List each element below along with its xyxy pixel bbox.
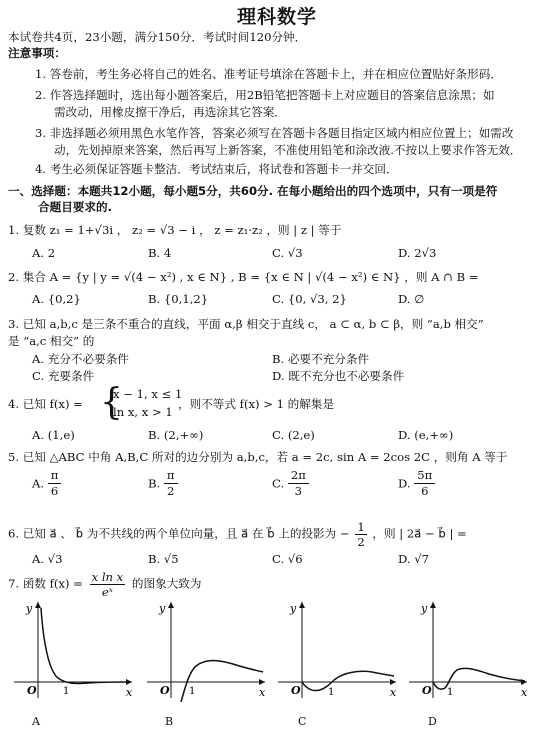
graph-d	[403, 598, 533, 702]
q5-frac-num: π	[48, 468, 62, 484]
section-heading: 一、选择题：本题共12小题，每小题5分，共60分. 在每小题给出的四个选项中，只有一项是符	[8, 184, 498, 198]
graph-b-tick: 1	[189, 686, 196, 697]
q3-option-c: C. 充要条件	[32, 369, 95, 383]
q1-option-a: A. 2	[32, 246, 56, 260]
q7-frac-num: x ln x	[91, 570, 124, 584]
q5-frac-den: 6	[50, 484, 59, 498]
q2-option-d: D. ∅	[398, 292, 425, 306]
q4-option-c: C. (2,e)	[272, 428, 315, 442]
q5-option-b	[148, 468, 178, 499]
graph-b-x-label: x	[259, 686, 266, 699]
q6-option-d: D. √7	[398, 552, 430, 566]
question-2-stem: 2. 集合 A = {y | y = √(4 − x²) , x ∈ N} , B = {x ∈ N | √(4 − x²) ∈ N} ，则 A ∩ B =	[8, 270, 479, 284]
q4-case-2: ln x, x > 1	[113, 405, 173, 419]
q5-option-fraction	[414, 468, 435, 499]
graph-c	[272, 598, 402, 702]
graph-d-origin: O	[422, 684, 432, 697]
graph-a-y-label: y	[26, 602, 33, 615]
q7-fraction	[90, 570, 126, 599]
notice-3-cont: 动，先划掉原来答案，然后再写上新答案，不准使用铅笔和涂改液.不按以上要求作答无效．	[54, 143, 522, 157]
graph-a-origin: O	[27, 684, 37, 697]
graph-c-tick: 1	[328, 687, 335, 698]
q5-option-fraction	[48, 468, 62, 499]
graph-a-tick: 1	[63, 686, 70, 697]
q1-option-b: B. 4	[148, 246, 172, 260]
q2-option-b: B. {0,1,2}	[148, 292, 209, 306]
page-title: 理科数学	[236, 6, 317, 28]
q6-stem-a: 6. 已知 a⃗ 、 b⃗ 为不共线的两个单位向量，且 a⃗ 在 b⃗ 上的投影为 −	[8, 526, 350, 541]
q7-prefix: 7. 函数 f(x) =	[8, 576, 83, 591]
graph-c-y-arrow	[299, 602, 305, 608]
q6-option-c: C. √6	[272, 552, 303, 566]
q3-option-b: B. 必要不充分条件	[272, 352, 370, 366]
graph-b-option-label: B	[165, 715, 174, 728]
question-7-stem	[8, 570, 201, 599]
q5-option-label: B.	[148, 476, 164, 491]
q2-option-c: C. {0, √3, 2}	[272, 292, 347, 306]
q5-option-label: A.	[32, 476, 48, 491]
graph-a-x-label: x	[126, 686, 133, 699]
question-3-stem: 3. 已知 a,b,c 是三条不重合的直线，平面 α,β 相交于直线 c， a ⊂ α, b ⊂ β，则 “a,b 相交”	[8, 317, 484, 331]
q5-frac-num: 2π	[288, 468, 309, 484]
q6-frac-num: 1	[357, 520, 365, 534]
q2-option-a: A. {0,2}	[32, 292, 81, 306]
q1-option-d: D. 2√3	[398, 246, 437, 260]
graph-d-y-label: y	[421, 602, 428, 615]
q5-option-a	[32, 468, 61, 499]
notice-2: 2. 作答选择题时，选出每小题答案后，用2B铅笔把答题卡上对应题目的答案信息涂黑；如	[35, 88, 495, 102]
graph-d-y-arrow	[430, 602, 436, 608]
graph-a	[8, 598, 138, 702]
graph-b-x-arrow	[259, 679, 265, 685]
graph-a-option-label: A	[32, 715, 40, 728]
q1-option-c: C. √3	[272, 246, 303, 260]
question-3-stem-cont: 是 “a,c 相交” 的	[8, 334, 95, 348]
question-4-prefix: 4. 已知 f(x) =	[8, 397, 83, 411]
graph-b-origin: O	[160, 684, 170, 697]
exam-intro: 本试卷共4页，23小题，满分150分．考试时间120分钟．	[8, 30, 307, 44]
q4-option-a: A. (1,e)	[32, 428, 75, 442]
graph-c-x-arrow	[390, 679, 396, 685]
q5-frac-den: 6	[421, 484, 429, 498]
q3-option-d: D. 既不充分也不必要条件	[272, 369, 405, 383]
q5-frac-den: 3	[294, 484, 303, 498]
q5-option-fraction	[288, 468, 309, 499]
question-1-stem: 1. 复数 z₁ = 1+√3i ， z₂ = √3 − i ， z = z₁·z₂ ，则 | z | 等于	[8, 223, 342, 237]
q5-frac-den: 2	[167, 484, 175, 498]
graph-c-option-label: C	[298, 715, 307, 728]
q5-option-label: D.	[398, 476, 415, 491]
q4-option-d: D. (e,+∞)	[398, 428, 454, 442]
q5-option-fraction	[164, 468, 178, 499]
graph-a-y-arrow	[35, 602, 41, 608]
graph-d-tick: 1	[447, 687, 454, 698]
graph-c-y-label: y	[290, 602, 297, 615]
q5-frac-num: π	[164, 468, 178, 484]
question-4-suffix: ，则不等式 f(x) > 1 的解集是	[178, 397, 335, 411]
graph-c-curve	[302, 671, 394, 690]
q6-stem-b: ，则 | 2a⃗ − b⃗ | =	[372, 526, 467, 541]
q4-option-b: B. (2,+∞)	[148, 428, 204, 442]
q3-option-a: A. 充分不必要条件	[32, 352, 129, 366]
section-heading-cont: 合题目要求的.	[38, 200, 112, 214]
q6-frac-den: 2	[357, 535, 365, 549]
notice-2-cont: 需改动，用橡皮擦干净后，再选涂其它答案．	[54, 105, 286, 119]
graph-a-curve	[41, 608, 128, 683]
graph-b	[141, 598, 271, 702]
q5-frac-num: 5π	[414, 468, 435, 484]
graph-c-origin: O	[291, 684, 301, 697]
q5-option-d	[398, 468, 435, 499]
q7-suffix: 的图象大致为	[131, 576, 202, 591]
q6-fraction	[355, 520, 366, 549]
graph-c-x-label: x	[390, 686, 397, 699]
q6-option-b: B. √5	[148, 552, 179, 566]
q7-frac-den: eˣ	[101, 585, 113, 599]
graph-b-y-arrow	[168, 602, 174, 608]
notice-4: 4. 考生必须保证答题卡整洁．考试结束后，将试卷和答题卡一并交回．	[35, 162, 398, 176]
q4-brace: {	[100, 382, 123, 423]
graph-d-option-label: D	[428, 715, 437, 728]
notice-3: 3. 非选择题必须用黑色水笔作答，答案必须写在答题卡各题目指定区域内相应位置上；如需改	[35, 126, 514, 140]
question-6-stem	[8, 520, 467, 549]
notice-title: 注意事项：	[8, 46, 66, 60]
q6-option-a: A. √3	[32, 552, 63, 566]
graph-d-x-arrow	[521, 679, 527, 685]
q4-case-1: x − 1, x ≤ 1	[113, 387, 183, 401]
q5-option-c	[272, 468, 309, 499]
question-5-stem: 5. 已知 △ABC 中角 A,B,C 所对的边分别为 a,b,c，若 a = 2c, sin A = 2cos 2C ，则角 A 等于	[8, 450, 508, 464]
graph-d-x-label: x	[521, 686, 528, 699]
notice-1: 1. 答卷前，考生务必将自己的姓名、准考证号填涂在答题卡上，并在相应位置贴好条形码．	[35, 67, 502, 81]
q5-option-label: C.	[272, 476, 288, 491]
graph-b-y-label: y	[159, 602, 166, 615]
